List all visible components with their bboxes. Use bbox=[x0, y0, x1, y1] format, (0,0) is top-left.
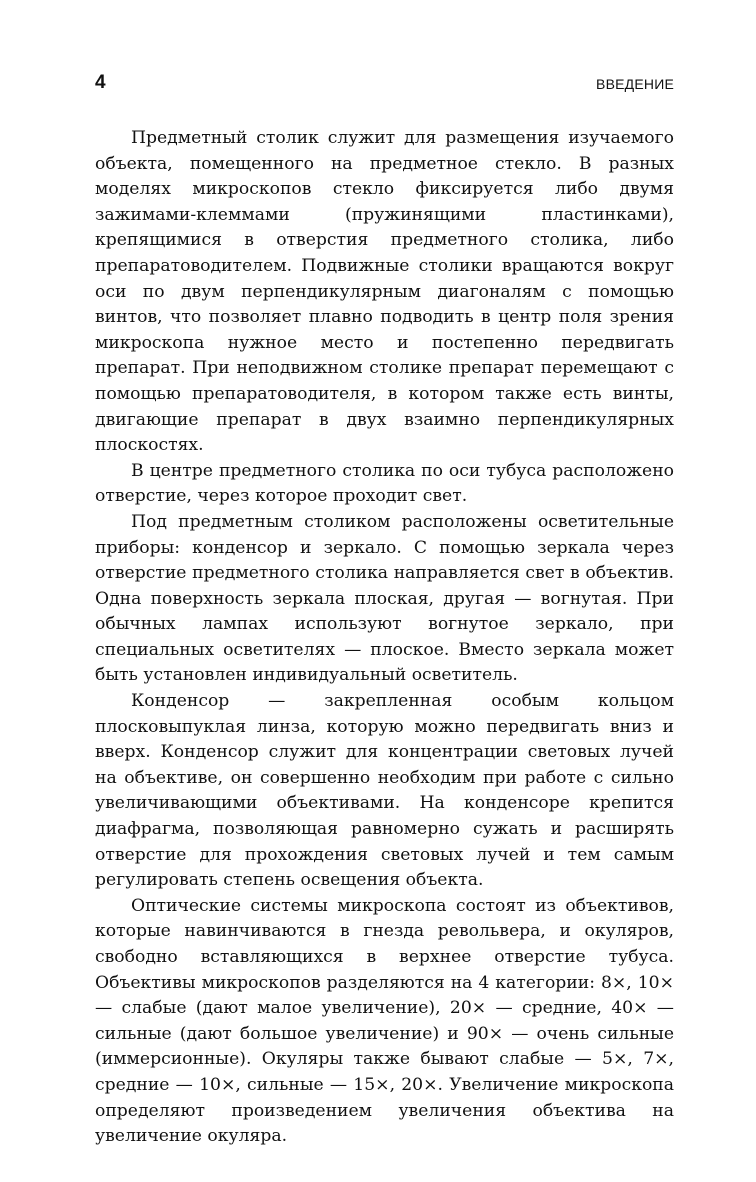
page-header bbox=[95, 72, 674, 98]
page-number: 4 bbox=[95, 72, 106, 93]
paragraph: Конденсор — закрепленная особым кольцом плосковыпуклая линза, которую можно передвигать вниз и вверх. Конденсор служит для концентрации световых лучей на объективе, он совершенно необходим при работе с сильно увеличивающими объективами. На конденсоре крепится диафрагма, позволяющая равномерно сужать и расширять отверстие для прохождения световых лучей и тем самым регулировать степень освещения объекта. bbox=[95, 691, 674, 891]
paragraph: Предметный столик служит для размещения изучаемого объекта, помещенного на предметное стекло. В разных моделях микроскопов стекло фиксируется либо двумя зажимами-клеммами (пружинящими пластинками), крепящимися в отверстия предметного столика, либо препаратоводителем. Подвижные столики вращаются вокруг оси по двум перпендикулярным диагоналям с помощью винтов, что позволяет плавно подводить в центр поля зрения микроскопа нужное место и постепенно передвигать препарат. При неподвижном столике препарат перемещают с помощью препаратоводителя, в котором также есть винты, двигающие препарат в двух взаимно перпендикулярных плоскостях. bbox=[95, 128, 674, 456]
paragraph: В центре предметного столика по оси тубуса расположено отверстие, через которое проходит свет. bbox=[95, 460, 674, 507]
body-text bbox=[95, 126, 674, 1150]
paragraph: Оптические системы микроскопа состоят из объективов, которые навинчиваются в гнезда револьвера, и окуляров, свободно вставляющихся в верхнее отверстие тубуса. Объективы микроскопов разделяются на 4 категории: 8×, 10× — слабые (дают малое увеличение), 20× — средние, 40× — сильные (дают большое увеличение) и 90× — очень сильные (иммерсионные). Окуляры также бывают слабые — 5×, 7×, средние — 10×, сильные — 15×, 20×. Увеличение микроскопа определяют произведением увеличения объектива на увеличение окуляра. bbox=[95, 895, 674, 1147]
paragraph: Под предметным столиком расположены осветительные приборы: конденсор и зеркало. С помощью зеркала через отверстие предметного столика направляется свет в объектив. Одна поверхность зеркала плоская, другая — вогнутая. При обычных лампах используют вогнутое зеркало, при специальных осветителях — плоское. Вместо зеркала может быть установлен индивидуальный осветитель. bbox=[95, 511, 674, 686]
running-head: ВВЕДЕНИЕ bbox=[596, 76, 674, 92]
